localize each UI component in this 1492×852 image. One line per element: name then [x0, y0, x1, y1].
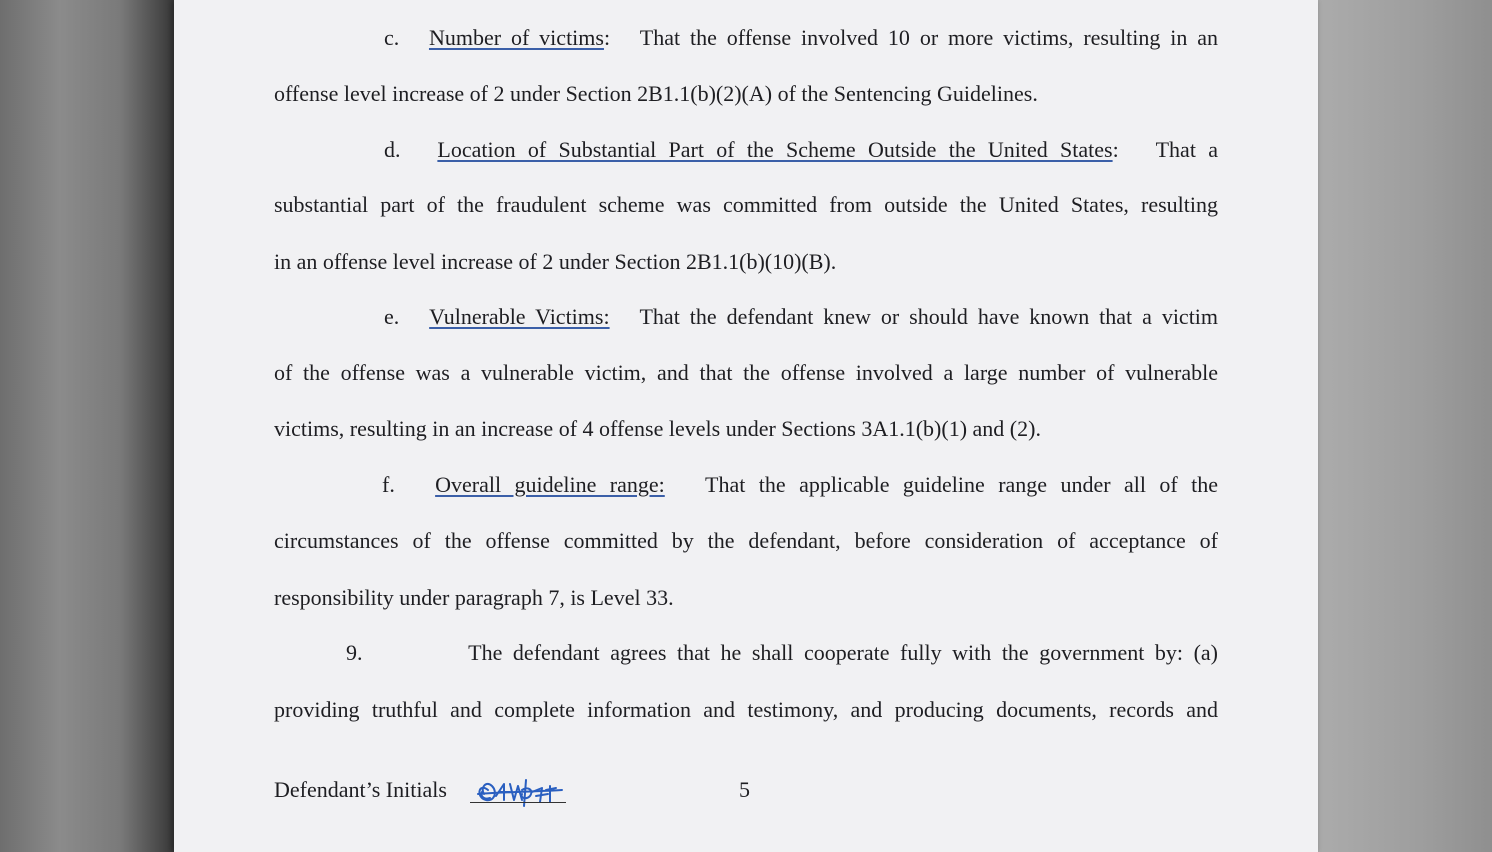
paragraph-9-line-1 — [274, 639, 1218, 667]
paragraph-e-line-3: victims, resulting in an increase of 4 offense levels under Sections 3A1.1(b)(1) and (2). — [274, 416, 1041, 441]
paragraph-e-line-2: of the offense was a vulnerable victim, and that the offense involved a large number of vulnerable — [274, 360, 1218, 385]
paragraph-d-line-3: in an offense level increase of 2 under Section 2B1.1(b)(10)(B). — [274, 249, 837, 274]
paragraph-c-marker: c. — [384, 25, 400, 50]
paragraph-9-marker: 9. — [346, 640, 363, 665]
paragraph-e-heading: Vulnerable Victims: — [429, 304, 610, 329]
initials-label: Defendant’s Initials — [274, 777, 447, 802]
paragraph-c-text: That the offense involved 10 or more victims, resulting in an — [639, 25, 1218, 50]
paragraph-9-text: The defendant agrees that he shall cooperate fully with the government by: (a) — [468, 640, 1219, 665]
paragraph-d-heading-punct: : — [1112, 137, 1119, 162]
paragraph-c-heading: Number of victims — [428, 25, 604, 50]
initials-signature — [470, 762, 570, 816]
paragraph-9-line-2: providing truthful and complete information and testimony, and producing documents, records and — [274, 697, 1218, 722]
paragraph-c-line-1 — [274, 24, 1218, 52]
paragraph-e-marker: e. — [384, 304, 400, 329]
paragraph-d-line-1 — [274, 136, 1218, 164]
initials-underline — [470, 802, 566, 803]
document-page — [174, 0, 1318, 852]
paragraph-d-line-2: substantial part of the fraudulent scheme was committed from outside the United States, resulting — [274, 192, 1218, 217]
paragraph-f-line-1 — [274, 471, 1218, 499]
paragraph-f-line-2: circumstances of the offense committed by the defendant, before consideration of acceptance of — [274, 528, 1218, 553]
page-number: 5 — [739, 777, 750, 802]
paragraph-f-marker: f. — [382, 472, 395, 497]
paragraph-f-heading: Overall guideline range: — [435, 472, 665, 497]
paragraph-d-marker: d. — [384, 137, 401, 162]
handwritten-initials-icon — [470, 762, 570, 816]
paragraph-c-line-2: offense level increase of 2 under Section 2B1.1(b)(2)(A) of the Sentencing Guidelines. — [274, 81, 1038, 106]
paragraph-f-text: That the applicable guideline range under all of the — [705, 472, 1219, 497]
paragraph-e-text: That the defendant knew or should have known that a victim — [639, 304, 1219, 329]
paragraph-d-text: That a — [1155, 137, 1218, 162]
paragraph-c-heading-punct: : — [603, 25, 611, 50]
paragraph-e-line-1 — [274, 303, 1218, 331]
paragraph-f-line-3: responsibility under paragraph 7, is Level 33. — [274, 585, 674, 610]
paragraph-d-heading: Location of Substantial Part of the Scheme Outside the United States — [437, 137, 1113, 162]
